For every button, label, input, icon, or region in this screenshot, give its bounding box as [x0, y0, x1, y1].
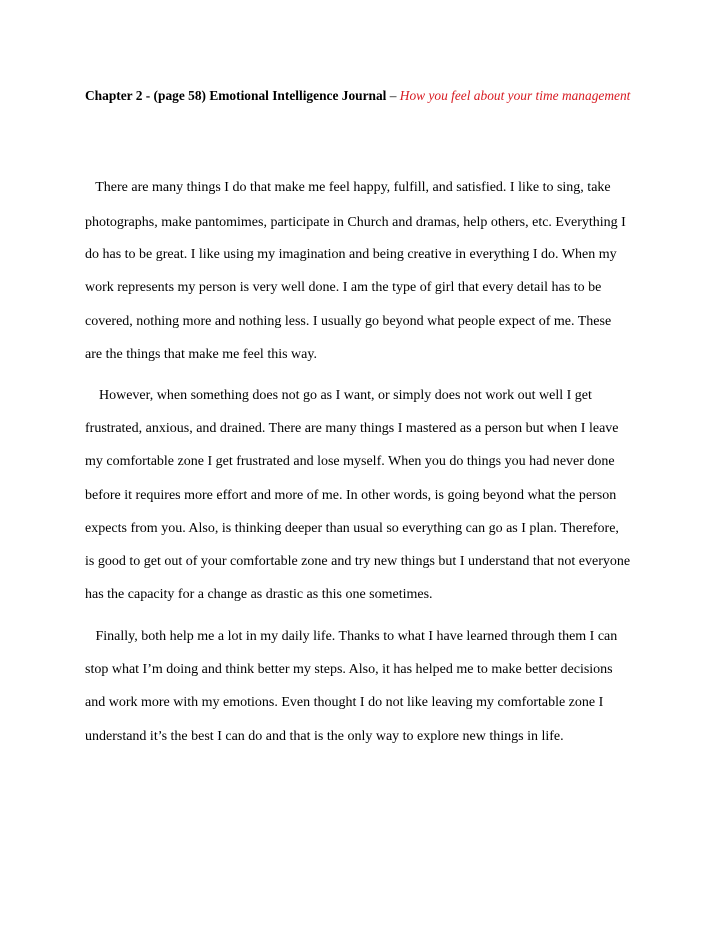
paragraph-line: before it requires more effort and more of me. In other words, is going beyond what the person — [85, 488, 617, 503]
paragraph-line: frustrated, anxious, and drained. There are many things I mastered as a person but when I leave — [85, 421, 619, 436]
paragraph-line: has the capacity for a change as drastic as this one sometimes. — [85, 587, 433, 602]
chapter-title: Chapter 2 - (page 58) Emotional Intelligence Journal — [85, 88, 387, 103]
paragraph-line: expects from you. Also, is thinking deeper than usual so everything can go as I plan. Therefore, — [85, 521, 619, 536]
paragraph-line: However, when something does not go as I want, or simply does not work out well I get — [85, 388, 592, 403]
paragraph-line: and work more with my emotions. Even thought I do not like leaving my comfortable zone I — [85, 695, 604, 710]
paragraph-line: covered, nothing more and nothing less. I usually go beyond what people expect of me. These — [85, 314, 612, 329]
chapter-heading — [85, 86, 645, 105]
paragraph-line: work represents my person is very well done. I am the type of girl that every detail has to be — [85, 280, 602, 295]
paragraph-line: There are many things I do that make me feel happy, fulfill, and satisfied. I like to sing, take — [85, 180, 611, 195]
paragraph-line: are the things that make me feel this way. — [85, 347, 317, 362]
paragraph-line: is good to get out of your comfortable zone and try new things but I understand that not everyone — [85, 554, 631, 569]
paragraph-line: photographs, make pantomimes, participate in Church and dramas, help others, etc. Everything I — [85, 215, 626, 230]
chapter-subtitle: How you feel about your time management — [399, 88, 631, 103]
title-separator: – — [386, 88, 400, 103]
paragraph-line: understand it’s the best I can do and that is the only way to explore new things in life. — [85, 729, 564, 744]
paragraph-line: my comfortable zone I get frustrated and lose myself. When you do things you had never done — [85, 454, 615, 469]
paragraph-line: stop what I’m doing and think better my steps. Also, it has helped me to make better decisions — [85, 662, 613, 677]
paragraph-line: do has to be great. I like using my imagination and being creative in everything I do. When my — [85, 247, 617, 262]
paragraph-line: Finally, both help me a lot in my daily life. Thanks to what I have learned through them I can — [85, 629, 618, 644]
